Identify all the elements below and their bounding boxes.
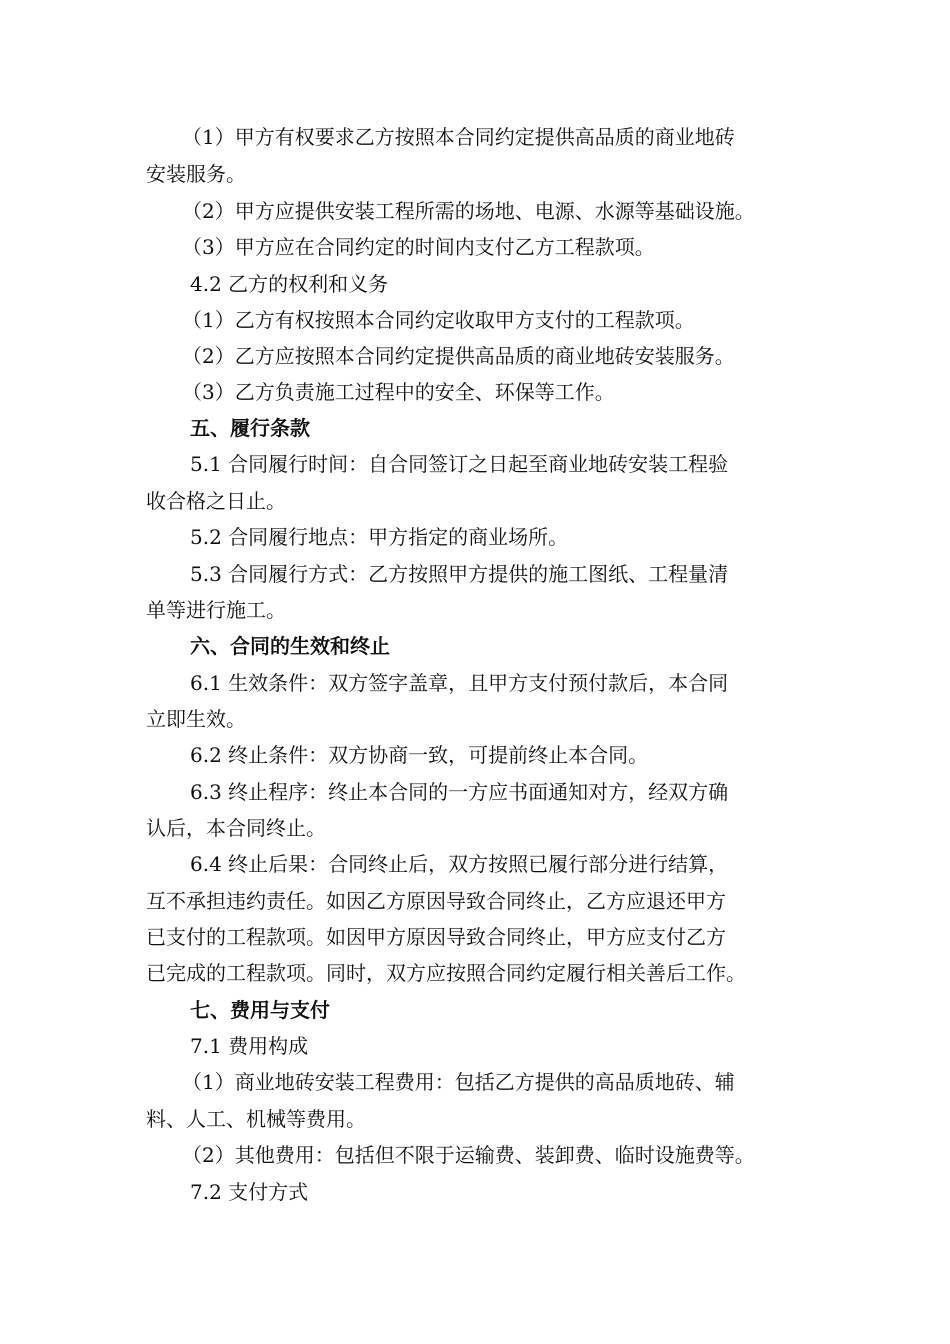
paragraph-line: 5.2 合同履行地点：甲方指定的商业场所。 — [190, 525, 569, 549]
paragraph-line: （1）乙方有权按照本合同约定收取甲方支付的工程款项。 — [182, 308, 695, 332]
paragraph-line: 收合格之日止。 — [146, 489, 286, 513]
paragraph-line: （2）甲方应提供安装工程所需的场地、电源、水源等基础设施。 — [182, 199, 755, 223]
paragraph-line: 5.3 合同履行方式：乙方按照甲方提供的施工图纸、工程量清 — [190, 562, 729, 586]
subsection-heading: 7.1 费用构成 — [190, 1034, 309, 1058]
section-heading: 五、履行条款 — [190, 416, 310, 440]
paragraph-line: 6.4 终止后果：合同终止后，双方按照已履行部分进行结算， — [190, 852, 729, 876]
paragraph-line: （3）乙方负责施工过程中的安全、环保等工作。 — [182, 380, 615, 404]
subsection-heading: 4.2 乙方的权利和义务 — [190, 272, 389, 296]
paragraph-line: 互不承担违约责任。如因乙方原因导致合同终止，乙方应退还甲方 — [146, 889, 726, 913]
paragraph-line: （2）乙方应按照本合同约定提供高品质的商业地砖安装服务。 — [182, 344, 735, 368]
paragraph-line: 5.1 合同履行时间：自合同签订之日起至商业地砖安装工程验 — [190, 452, 729, 476]
subsection-heading: 7.2 支付方式 — [190, 1180, 309, 1204]
paragraph-line: （1）甲方有权要求乙方按照本合同约定提供高品质的商业地砖 — [182, 125, 735, 149]
paragraph-line: 6.2 终止条件：双方协商一致，可提前终止本合同。 — [190, 743, 649, 767]
section-heading: 七、费用与支付 — [190, 998, 330, 1022]
paragraph-line: 认后，本合同终止。 — [146, 816, 326, 840]
paragraph-line: 单等进行施工。 — [146, 598, 286, 622]
paragraph-line: 立即生效。 — [146, 707, 246, 731]
paragraph-line: （1）商业地砖安装工程费用：包括乙方提供的高品质地砖、辅 — [182, 1070, 735, 1094]
paragraph-line: 料、人工、机械等费用。 — [146, 1107, 366, 1131]
paragraph-line: （3）甲方应在合同约定的时间内支付乙方工程款项。 — [182, 235, 655, 259]
section-heading: 六、合同的生效和终止 — [190, 634, 390, 658]
paragraph-line: 6.1 生效条件：双方签字盖章，且甲方支付预付款后，本合同 — [190, 671, 729, 695]
paragraph-line: 已完成的工程款项。同时，双方应按照合同约定履行相关善后工作。 — [146, 961, 746, 985]
paragraph-line: 6.3 终止程序：终止本合同的一方应书面通知对方，经双方确 — [190, 780, 729, 804]
paragraph-line: （2）其他费用：包括但不限于运输费、装卸费、临时设施费等。 — [182, 1143, 755, 1167]
paragraph-line: 已支付的工程款项。如因甲方原因导致合同终止，甲方应支付乙方 — [146, 925, 726, 949]
paragraph-line: 安装服务。 — [146, 162, 246, 186]
